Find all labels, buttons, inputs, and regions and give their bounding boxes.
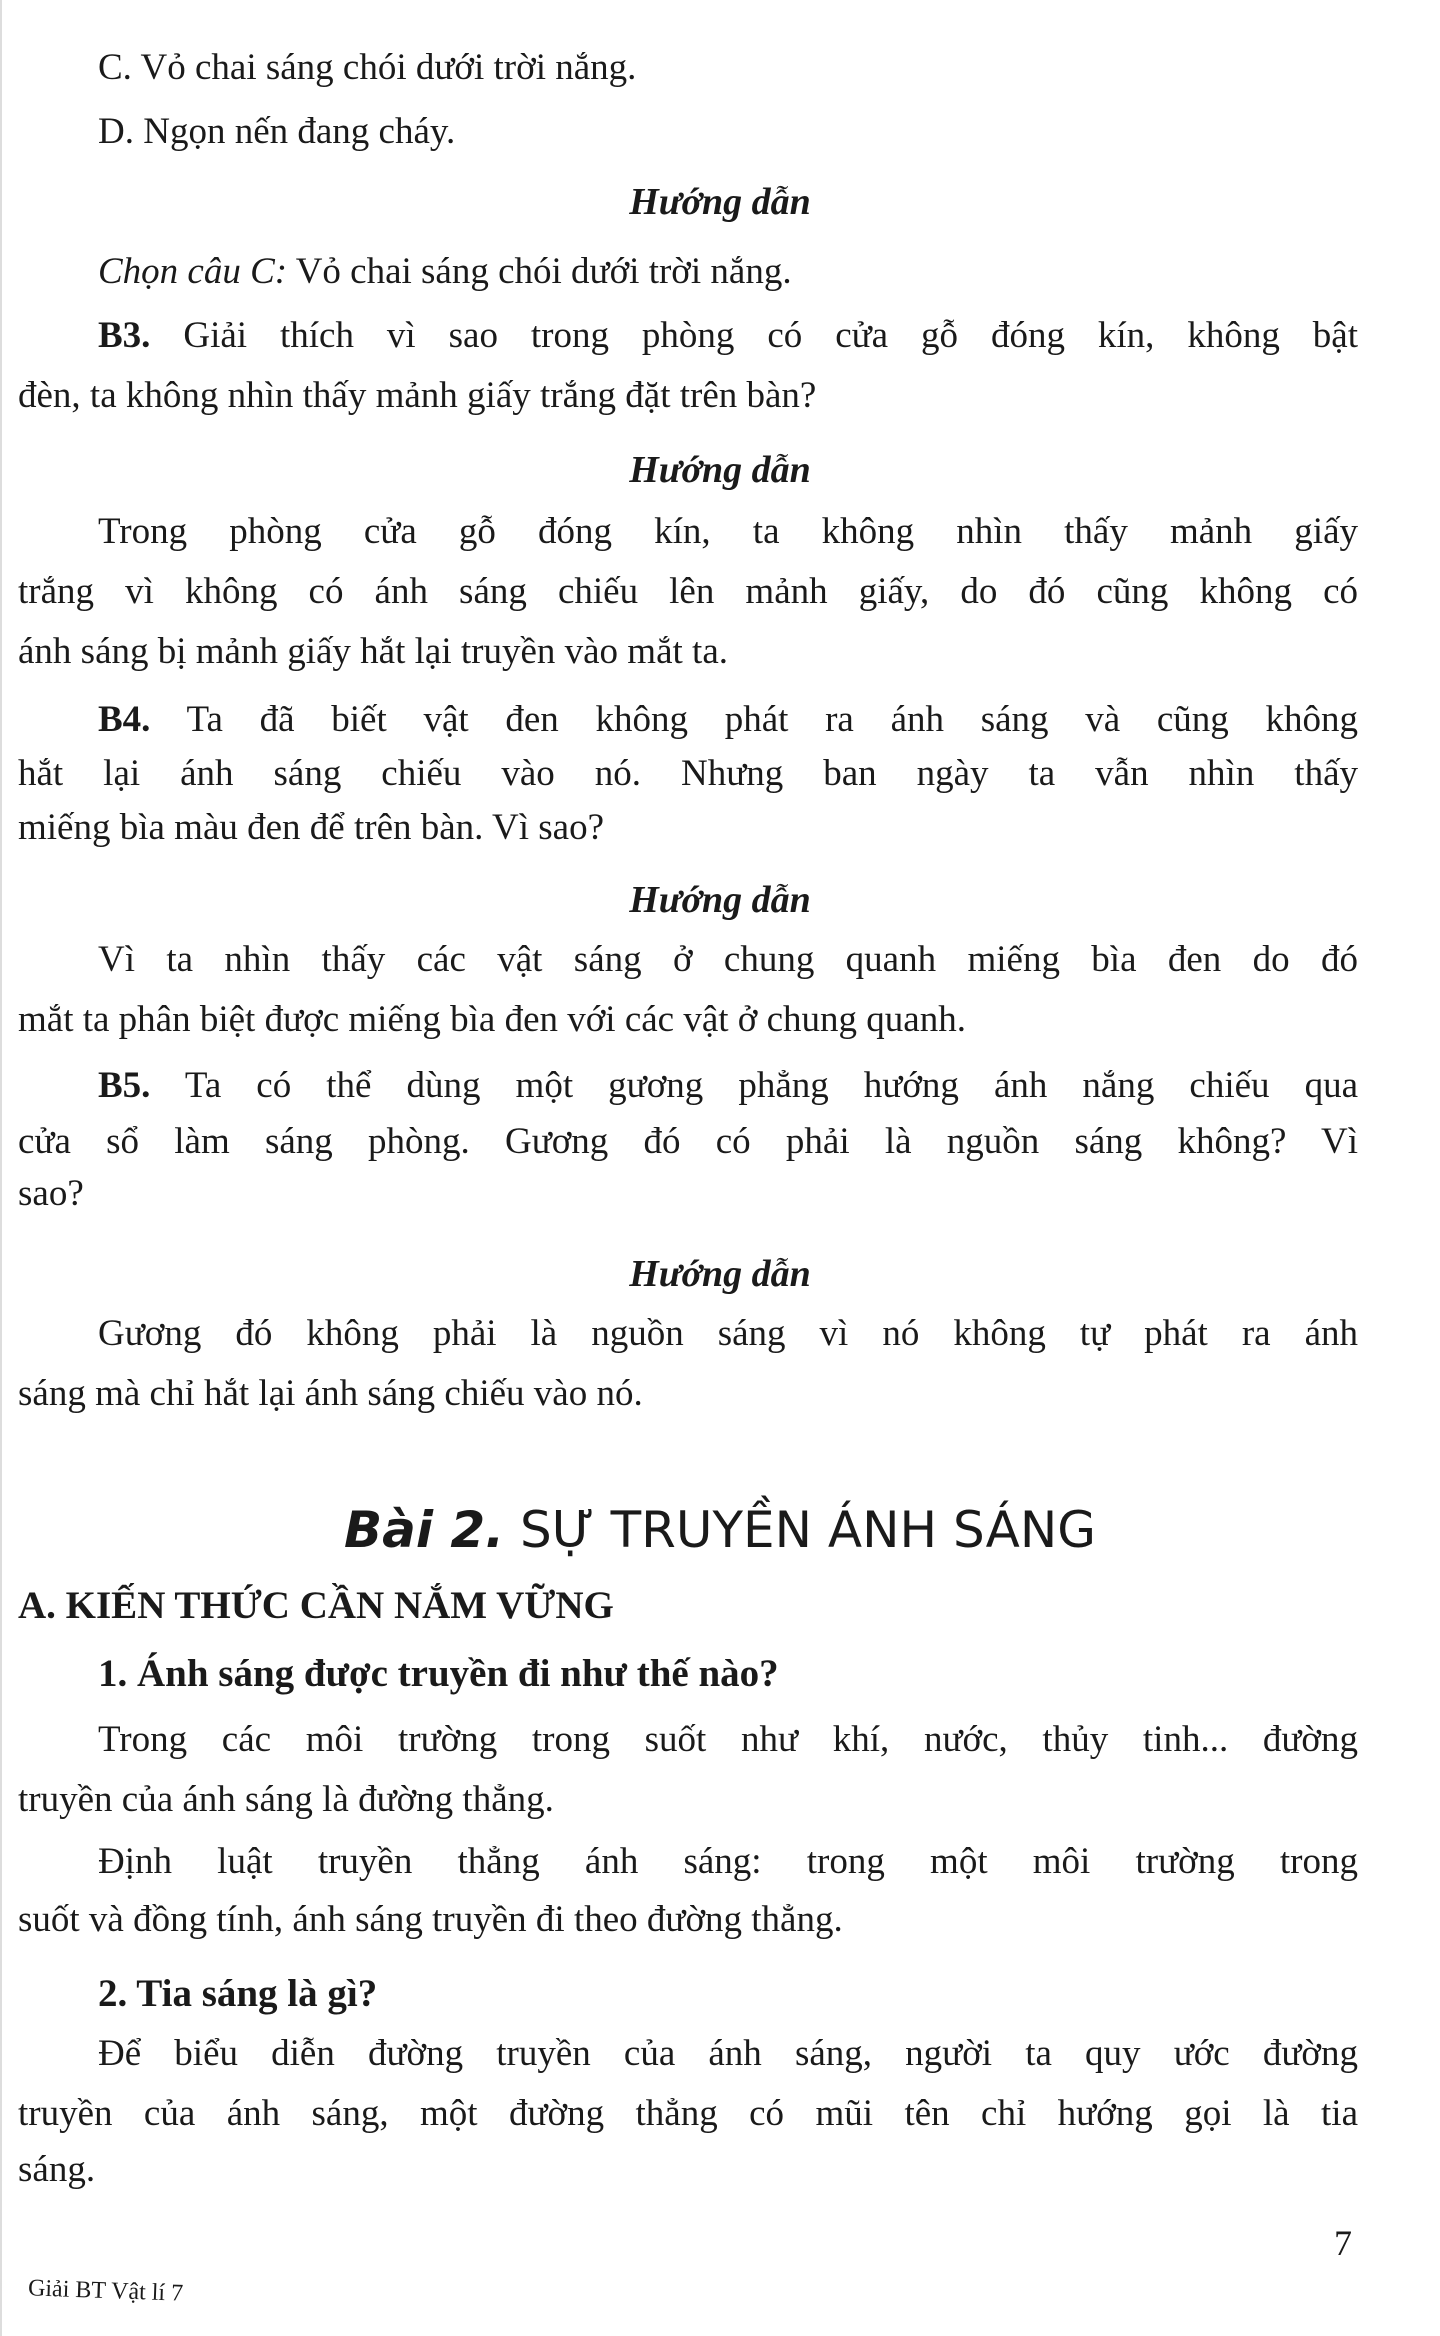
line-text: C. Vỏ chai sáng chói dưới trời nắng. (98, 47, 637, 88)
answer-b3-line (18, 568, 1358, 616)
line-text: đèn, ta không nhìn thấy mảnh giấy trắng đặt trên bàn? (18, 375, 817, 416)
page-number: 7 (1334, 2223, 1352, 2263)
scan-edge (0, 0, 2, 2336)
section-heading (18, 1582, 1358, 1630)
line-prefix: B4. (98, 699, 151, 740)
paragraph-line (18, 2146, 1358, 2194)
line-text: 1. Ánh sáng được truyền đi như thế nào? (98, 1652, 779, 1695)
line-text: hắt lại ánh sáng chiếu vào nó. Nhưng ban ngày ta vẫn nhìn thấy (18, 753, 1358, 794)
question-b3-line (18, 372, 1358, 420)
answer-b3-line (18, 628, 1358, 676)
line-text: truyền của ánh sáng là đường thẳng. (18, 1779, 554, 1820)
line-text: sáng. (18, 2149, 96, 2190)
question-b3-line (98, 312, 1358, 360)
guide-heading (0, 178, 1440, 226)
line-text: miếng bìa màu đen để trên bàn. Vì sao? (18, 807, 605, 848)
answer-b4-line (18, 996, 1358, 1044)
answer-b5-line (18, 1370, 1358, 1418)
line-text: 2. Tia sáng là gì? (98, 1972, 378, 2015)
question-b5-line (98, 1062, 1358, 1110)
question-b4-line (18, 804, 1358, 852)
option-c (98, 44, 1358, 92)
line-text: truyền của ánh sáng, một đường thẳng có mũi tên chỉ hướng gọi là tia (18, 2093, 1358, 2134)
line-text: suốt và đồng tính, ánh sáng truyền đi theo đường thẳng. (18, 1899, 843, 1940)
line-text: Trong phòng cửa gỗ đóng kín, ta không nhìn thấy mảnh giấy (98, 511, 1358, 552)
line-text: Hướng dẫn (629, 879, 811, 921)
paragraph-line (18, 1776, 1358, 1824)
line-prefix: Bài 2. (343, 1501, 505, 1559)
line-text: SỰ TRUYỀN ÁNH SÁNG (504, 1501, 1097, 1559)
option-d (98, 108, 1358, 156)
line-text: Hướng dẫn (629, 1253, 811, 1295)
line-text: Vì ta nhìn thấy các vật sáng ở chung quanh miếng bìa đen do đó (98, 939, 1358, 980)
question-b4-line (98, 696, 1358, 744)
subsection-heading (98, 1970, 1358, 2018)
question-b5-line (18, 1118, 1358, 1166)
line-prefix: B3. (98, 315, 151, 356)
line-text: Hướng dẫn (629, 449, 811, 491)
line-text: Trong các môi trường trong suốt như khí, nước, thủy tinh... đường (98, 1719, 1358, 1760)
guide-heading (0, 446, 1440, 494)
line-text: Ta có thể dùng một gương phẳng hướng ánh nắng chiếu qua (150, 1065, 1358, 1106)
answer-b2 (98, 248, 1358, 296)
lesson-title (0, 1500, 1440, 1560)
line-text: trắng vì không có ánh sáng chiếu lên mảnh giấy, do đó cũng không có (18, 571, 1358, 612)
answer-b3-line (98, 508, 1358, 556)
line-text: sáng mà chỉ hắt lại ánh sáng chiếu vào nó. (18, 1373, 643, 1414)
guide-heading (0, 1250, 1440, 1298)
question-b5-line (18, 1170, 1358, 1218)
paragraph-line (98, 2030, 1358, 2078)
paragraph-line (98, 1716, 1358, 1764)
line-text: cửa sổ làm sáng phòng. Gương đó có phải là nguồn sáng không? Vì (18, 1121, 1358, 1162)
line-text: Vỏ chai sáng chói dưới trời nắng. (287, 251, 792, 292)
line-text: mắt ta phân biệt được miếng bìa đen với các vật ở chung quanh. (18, 999, 966, 1040)
line-text: Để biểu diễn đường truyền của ánh sáng, người ta quy ước đường (98, 2033, 1358, 2074)
line-text: Gương đó không phải là nguồn sáng vì nó không tự phát ra ánh (98, 1313, 1358, 1354)
answer-b4-line (98, 936, 1358, 984)
answer-b5-line (98, 1310, 1358, 1358)
line-text: Ta đã biết vật đen không phát ra ánh sáng và cũng không (150, 699, 1358, 740)
guide-heading (0, 876, 1440, 924)
line-text: Hướng dẫn (629, 181, 811, 223)
line-text: D. Ngọn nến đang cháy. (98, 111, 456, 152)
line-text: A. KIẾN THỨC CẦN NẮM VỮNG (18, 1584, 614, 1627)
paragraph-line (18, 2090, 1358, 2138)
paragraph-line (98, 1838, 1358, 1886)
line-prefix: B5. (98, 1065, 151, 1106)
paragraph-line (18, 1896, 1358, 1944)
footer-book-title: Giải BT Vật lí 7 (27, 2275, 184, 2307)
line-text: Giải thích vì sao trong phòng có cửa gỗ đóng kín, không bật (150, 315, 1358, 356)
line-prefix: Chọn câu C: (98, 251, 288, 292)
question-b4-line (18, 750, 1358, 798)
line-text: ánh sáng bị mảnh giấy hắt lại truyền vào mắt ta. (18, 631, 728, 672)
subsection-heading (98, 1650, 1358, 1698)
line-text: sao? (18, 1173, 84, 1214)
line-text: Định luật truyền thẳng ánh sáng: trong một môi trường trong (98, 1841, 1358, 1882)
